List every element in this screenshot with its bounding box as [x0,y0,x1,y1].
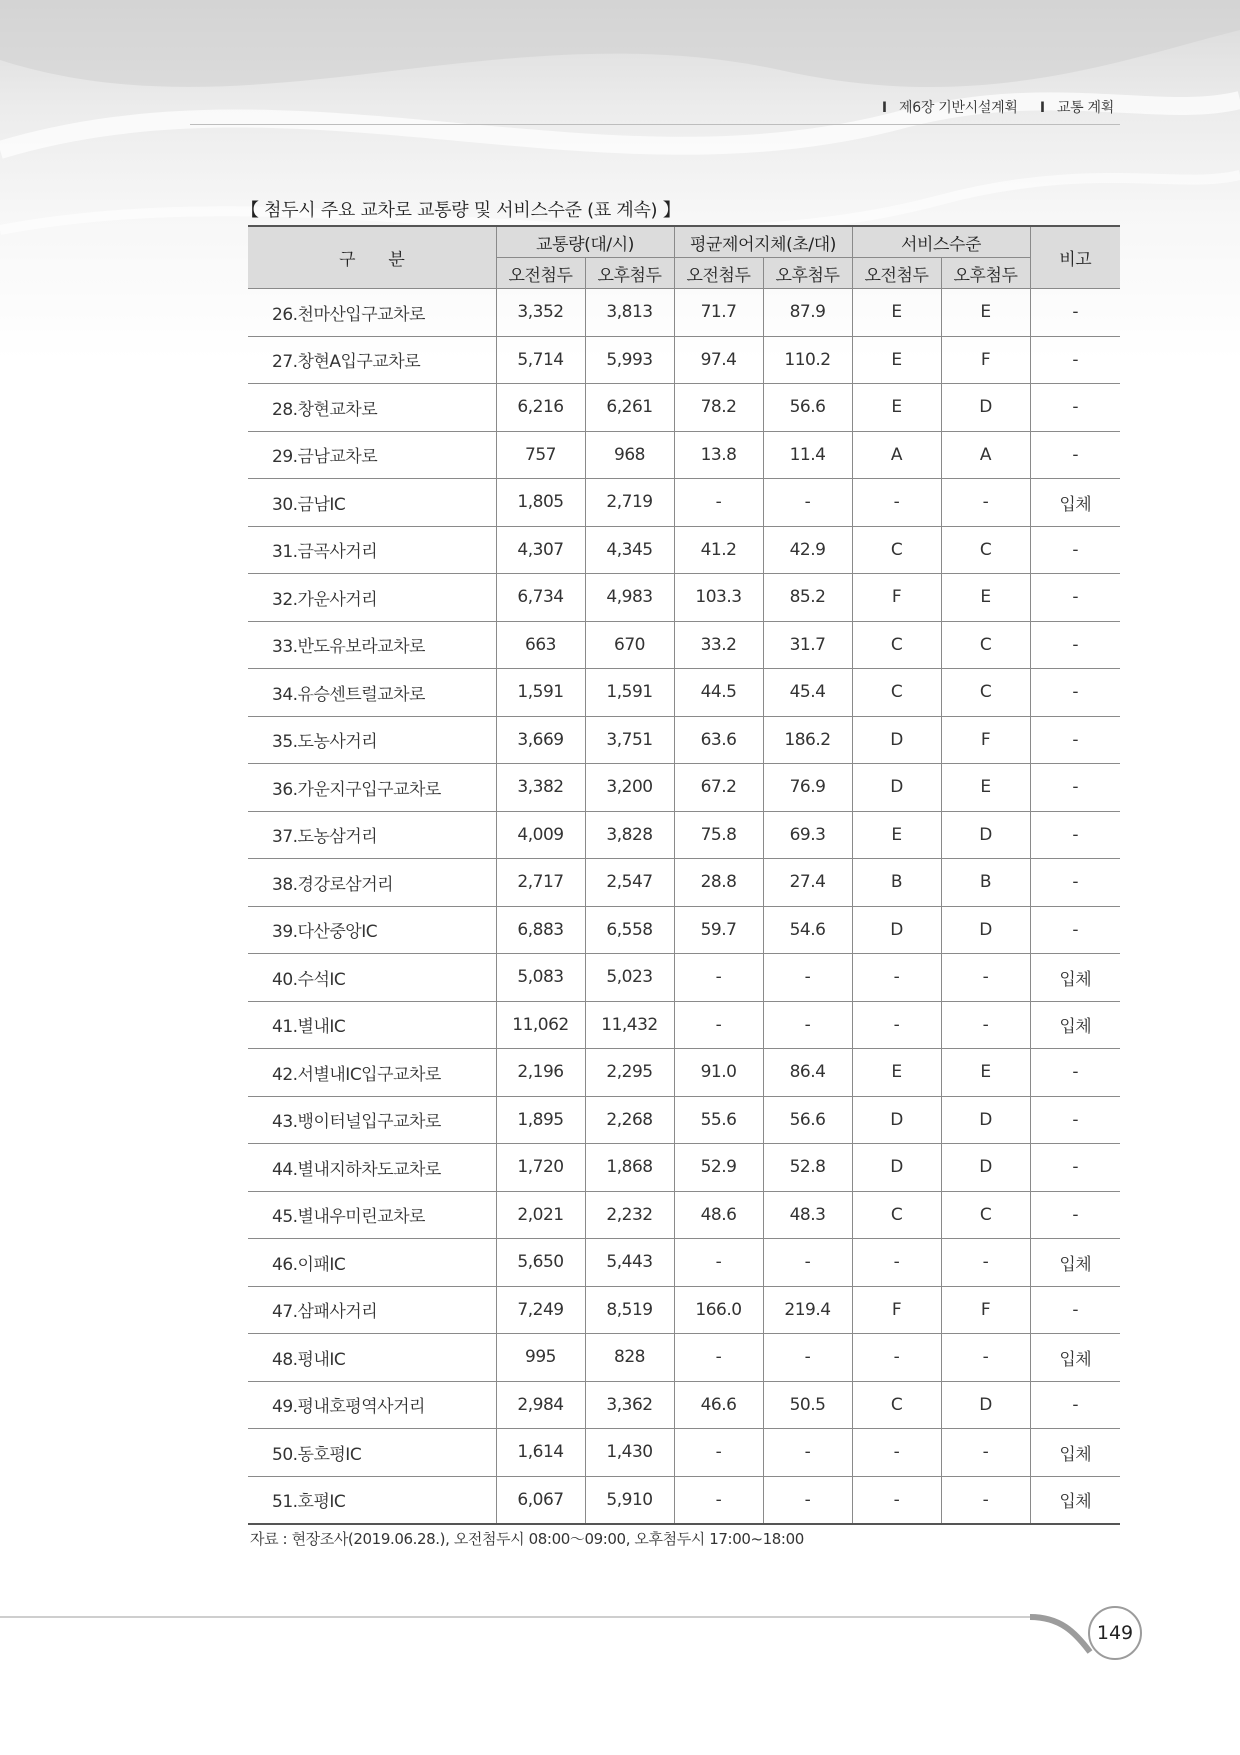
los-am-cell: C [852,621,941,669]
header-divider [190,124,1120,125]
remark-cell: 입체 [1030,954,1120,1002]
delay-pm-cell: 86.4 [763,1049,852,1097]
delay-pm-cell: 110.2 [763,336,852,384]
volume-pm-cell: 6,261 [585,384,674,432]
header-category: 구 분 [248,226,496,289]
delay-am-cell: 166.0 [674,1286,763,1334]
delay-am-cell: 33.2 [674,621,763,669]
los-pm-cell: D [941,1381,1030,1429]
delay-am-cell: - [674,1429,763,1477]
delay-pm-cell: - [763,1334,852,1382]
delay-am-cell: 52.9 [674,1144,763,1192]
volume-am-cell: 4,009 [496,811,585,859]
volume-pm-cell: 1,591 [585,669,674,717]
los-pm-cell: D [941,1144,1030,1192]
los-am-cell: C [852,1191,941,1239]
volume-pm-cell: 4,983 [585,574,674,622]
los-am-cell: - [852,479,941,527]
los-pm-cell: - [941,479,1030,527]
los-am-cell: E [852,336,941,384]
los-am-cell: A [852,431,941,479]
delay-pm-cell: 11.4 [763,431,852,479]
table-row [248,1334,1120,1382]
volume-pm-cell: 3,813 [585,289,674,337]
los-pm-cell: D [941,811,1030,859]
los-am-cell: D [852,906,941,954]
table-row [248,526,1120,574]
table-row [248,1476,1120,1524]
los-pm-cell: - [941,1001,1030,1049]
los-am-cell: - [852,1239,941,1287]
header-delay-am: 오전첨두 [674,258,763,289]
volume-am-cell: 1,895 [496,1096,585,1144]
delay-am-cell: - [674,479,763,527]
delay-pm-cell: 52.8 [763,1144,852,1192]
los-pm-cell: A [941,431,1030,479]
volume-pm-cell: 11,432 [585,1001,674,1049]
volume-am-cell: 6,067 [496,1476,585,1524]
los-am-cell: D [852,716,941,764]
remark-cell: - [1030,526,1120,574]
header-volume-pm: 오후첨두 [585,258,674,289]
intersection-name-cell: 41.별내IC [248,1001,496,1049]
volume-pm-cell: 3,828 [585,811,674,859]
intersection-name-cell: 28.창현교차로 [248,384,496,432]
footer-decoration [0,1612,1240,1692]
delay-pm-cell: 76.9 [763,764,852,812]
los-pm-cell: - [941,1476,1030,1524]
remark-cell: 입체 [1030,1001,1120,1049]
volume-pm-cell: 8,519 [585,1286,674,1334]
delay-pm-cell: 87.9 [763,289,852,337]
volume-am-cell: 2,021 [496,1191,585,1239]
header-delay: 평균제어지체(초/대) [674,226,852,258]
remark-cell: - [1030,906,1120,954]
delay-am-cell: 71.7 [674,289,763,337]
volume-pm-cell: 828 [585,1334,674,1382]
los-pm-cell: E [941,1049,1030,1097]
delay-am-cell: - [674,1334,763,1382]
los-pm-cell: D [941,1096,1030,1144]
intersection-name-cell: 26.천마산입구교차로 [248,289,496,337]
volume-pm-cell: 5,910 [585,1476,674,1524]
delay-pm-cell: 27.4 [763,859,852,907]
delay-am-cell: 97.4 [674,336,763,384]
remark-cell: - [1030,621,1120,669]
table-row [248,669,1120,717]
los-pm-cell: - [941,1429,1030,1477]
volume-am-cell: 3,382 [496,764,585,812]
intersection-name-cell: 30.금남IC [248,479,496,527]
table-row [248,811,1120,859]
table-row [248,1144,1120,1192]
los-am-cell: D [852,764,941,812]
remark-cell: - [1030,1144,1120,1192]
intersection-name-cell: 49.평내호평역사거리 [248,1381,496,1429]
table-row [248,764,1120,812]
los-am-cell: C [852,669,941,717]
volume-pm-cell: 5,023 [585,954,674,1002]
remark-cell: - [1030,289,1120,337]
intersection-name-cell: 35.도농사거리 [248,716,496,764]
los-pm-cell: C [941,621,1030,669]
table-row [248,1381,1120,1429]
volume-pm-cell: 2,268 [585,1096,674,1144]
intersection-name-cell: 46.이패IC [248,1239,496,1287]
delay-am-cell: - [674,1239,763,1287]
los-am-cell: F [852,574,941,622]
volume-am-cell: 2,717 [496,859,585,907]
volume-pm-cell: 2,232 [585,1191,674,1239]
volume-am-cell: 6,216 [496,384,585,432]
table-row [248,1001,1120,1049]
intersection-name-cell: 38.경강로삼거리 [248,859,496,907]
delay-am-cell: - [674,1001,763,1049]
delay-am-cell: - [674,1476,763,1524]
delay-pm-cell: 219.4 [763,1286,852,1334]
volume-am-cell: 6,883 [496,906,585,954]
volume-am-cell: 4,307 [496,526,585,574]
intersection-name-cell: 47.삼패사거리 [248,1286,496,1334]
remark-cell: 입체 [1030,1334,1120,1382]
delay-am-cell: 78.2 [674,384,763,432]
remark-cell: - [1030,384,1120,432]
table-row [248,431,1120,479]
volume-pm-cell: 1,430 [585,1429,674,1477]
volume-pm-cell: 4,345 [585,526,674,574]
volume-am-cell: 1,591 [496,669,585,717]
delay-pm-cell: - [763,1001,852,1049]
remark-cell: 입체 [1030,479,1120,527]
intersection-name-cell: 45.별내우미린교차로 [248,1191,496,1239]
intersection-name-cell: 27.창현A입구교차로 [248,336,496,384]
los-pm-cell: D [941,906,1030,954]
delay-am-cell: 103.3 [674,574,763,622]
volume-am-cell: 1,805 [496,479,585,527]
table-row [248,574,1120,622]
volume-am-cell: 7,249 [496,1286,585,1334]
delay-pm-cell: 85.2 [763,574,852,622]
delay-am-cell: 67.2 [674,764,763,812]
remark-cell: - [1030,669,1120,717]
volume-am-cell: 1,720 [496,1144,585,1192]
los-am-cell: - [852,954,941,1002]
delay-am-cell: 48.6 [674,1191,763,1239]
intersection-name-cell: 33.반도유보라교차로 [248,621,496,669]
remark-cell: - [1030,716,1120,764]
delay-pm-cell: - [763,1429,852,1477]
delay-am-cell: 46.6 [674,1381,763,1429]
volume-am-cell: 3,352 [496,289,585,337]
header-volume: 교통량(대/시) [496,226,674,258]
table-row [248,954,1120,1002]
los-am-cell: - [852,1001,941,1049]
intersection-name-cell: 34.유승센트럴교차로 [248,669,496,717]
intersection-name-cell: 50.동호평IC [248,1429,496,1477]
table-row [248,1191,1120,1239]
remark-cell: 입체 [1030,1476,1120,1524]
table-row [248,384,1120,432]
delay-am-cell: 91.0 [674,1049,763,1097]
los-pm-cell: F [941,716,1030,764]
remark-cell: - [1030,1096,1120,1144]
table-row [248,621,1120,669]
intersection-name-cell: 29.금남교차로 [248,431,496,479]
delay-pm-cell: - [763,1239,852,1287]
header-remark: 비고 [1030,226,1120,289]
header-los: 서비스수준 [852,226,1030,258]
volume-pm-cell: 1,868 [585,1144,674,1192]
los-am-cell: C [852,526,941,574]
volume-pm-cell: 2,547 [585,859,674,907]
remark-cell: 입체 [1030,1429,1120,1477]
volume-pm-cell: 2,295 [585,1049,674,1097]
volume-pm-cell: 6,558 [585,906,674,954]
volume-am-cell: 995 [496,1334,585,1382]
los-pm-cell: F [941,336,1030,384]
volume-am-cell: 757 [496,431,585,479]
los-am-cell: E [852,289,941,337]
header-los-pm: 오후첨두 [941,258,1030,289]
table-row [248,1286,1120,1334]
remark-cell: - [1030,574,1120,622]
traffic-table [248,225,1120,1525]
delay-pm-cell: 48.3 [763,1191,852,1239]
delay-pm-cell: 56.6 [763,1096,852,1144]
remark-cell: - [1030,859,1120,907]
los-pm-cell: E [941,574,1030,622]
los-am-cell: E [852,1049,941,1097]
los-am-cell: - [852,1429,941,1477]
breadcrumb-section: 교통 계획 [1056,100,1114,116]
remark-cell: - [1030,431,1120,479]
volume-pm-cell: 2,719 [585,479,674,527]
table-row [248,1096,1120,1144]
table-title: 【 첨두시 주요 교차로 교통량 및 서비스수준 (표 계속) 】 [241,200,681,221]
delay-pm-cell: 50.5 [763,1381,852,1429]
remark-cell: 입체 [1030,1239,1120,1287]
volume-pm-cell: 3,751 [585,716,674,764]
header-volume-am: 오전첨두 [496,258,585,289]
table-row [248,1049,1120,1097]
delay-pm-cell: 31.7 [763,621,852,669]
delay-am-cell: 63.6 [674,716,763,764]
breadcrumb-chapter: 제6장 기반시설계획 [899,100,1018,116]
intersection-name-cell: 42.서별내IC입구교차로 [248,1049,496,1097]
table-body [248,289,1120,1525]
delay-am-cell: 13.8 [674,431,763,479]
volume-am-cell: 6,734 [496,574,585,622]
volume-am-cell: 5,083 [496,954,585,1002]
table-row [248,479,1120,527]
los-pm-cell: C [941,1191,1030,1239]
volume-am-cell: 3,669 [496,716,585,764]
source-note: 자료 : 현장조사(2019.06.28.), 오전첨두시 08:00～09:00, 오후첨두시 17:00~18:00 [250,1530,804,1548]
remark-cell: - [1030,1286,1120,1334]
los-am-cell: B [852,859,941,907]
remark-cell: - [1030,336,1120,384]
remark-cell: - [1030,1381,1120,1429]
delay-pm-cell: 186.2 [763,716,852,764]
table-row [248,716,1120,764]
los-pm-cell: - [941,954,1030,1002]
table-row [248,336,1120,384]
volume-am-cell: 2,984 [496,1381,585,1429]
remark-cell: - [1030,1191,1120,1239]
volume-am-cell: 663 [496,621,585,669]
intersection-name-cell: 51.호평IC [248,1476,496,1524]
delay-pm-cell: 54.6 [763,906,852,954]
header-delay-pm: 오후첨두 [763,258,852,289]
volume-am-cell: 5,714 [496,336,585,384]
los-pm-cell: B [941,859,1030,907]
delay-pm-cell: 45.4 [763,669,852,717]
table-row [248,859,1120,907]
delay-am-cell: 28.8 [674,859,763,907]
intersection-name-cell: 40.수석IC [248,954,496,1002]
delay-pm-cell: - [763,954,852,1002]
los-pm-cell: C [941,669,1030,717]
delay-am-cell: 75.8 [674,811,763,859]
volume-am-cell: 11,062 [496,1001,585,1049]
delay-am-cell: 44.5 [674,669,763,717]
intersection-name-cell: 37.도농삼거리 [248,811,496,859]
intersection-name-cell: 44.별내지하차도교차로 [248,1144,496,1192]
los-pm-cell: D [941,384,1030,432]
table-row [248,289,1120,337]
delay-pm-cell: - [763,1476,852,1524]
los-am-cell: E [852,384,941,432]
los-pm-cell: E [941,289,1030,337]
delay-am-cell: 41.2 [674,526,763,574]
header-los-am: 오전첨두 [852,258,941,289]
los-pm-cell: C [941,526,1030,574]
volume-am-cell: 1,614 [496,1429,585,1477]
los-am-cell: C [852,1381,941,1429]
los-pm-cell: F [941,1286,1030,1334]
delay-pm-cell: 69.3 [763,811,852,859]
los-am-cell: D [852,1096,941,1144]
page-number: 149 [1088,1606,1142,1660]
los-am-cell: - [852,1334,941,1382]
volume-pm-cell: 3,200 [585,764,674,812]
breadcrumb [882,97,1114,117]
los-am-cell: - [852,1476,941,1524]
remark-cell: - [1030,1049,1120,1097]
volume-am-cell: 5,650 [496,1239,585,1287]
los-pm-cell: E [941,764,1030,812]
remark-cell: - [1030,764,1120,812]
delay-am-cell: 55.6 [674,1096,763,1144]
delay-pm-cell: 42.9 [763,526,852,574]
volume-pm-cell: 968 [585,431,674,479]
volume-pm-cell: 5,443 [585,1239,674,1287]
table-row [248,1429,1120,1477]
volume-am-cell: 2,196 [496,1049,585,1097]
breadcrumb-separator: I [881,100,887,116]
intersection-name-cell: 32.가운사거리 [248,574,496,622]
table-row [248,906,1120,954]
los-am-cell: E [852,811,941,859]
delay-am-cell: 59.7 [674,906,763,954]
delay-am-cell: - [674,954,763,1002]
los-pm-cell: - [941,1239,1030,1287]
volume-pm-cell: 5,993 [585,336,674,384]
los-am-cell: D [852,1144,941,1192]
delay-pm-cell: 56.6 [763,384,852,432]
intersection-name-cell: 31.금곡사거리 [248,526,496,574]
intersection-name-cell: 39.다산중앙IC [248,906,496,954]
remark-cell: - [1030,811,1120,859]
intersection-name-cell: 48.평내IC [248,1334,496,1382]
los-am-cell: F [852,1286,941,1334]
delay-pm-cell: - [763,479,852,527]
intersection-name-cell: 43.뱅이터널입구교차로 [248,1096,496,1144]
breadcrumb-separator: I [1039,100,1045,116]
table-row [248,1239,1120,1287]
intersection-name-cell: 36.가운지구입구교차로 [248,764,496,812]
volume-pm-cell: 670 [585,621,674,669]
volume-pm-cell: 3,362 [585,1381,674,1429]
los-pm-cell: - [941,1334,1030,1382]
